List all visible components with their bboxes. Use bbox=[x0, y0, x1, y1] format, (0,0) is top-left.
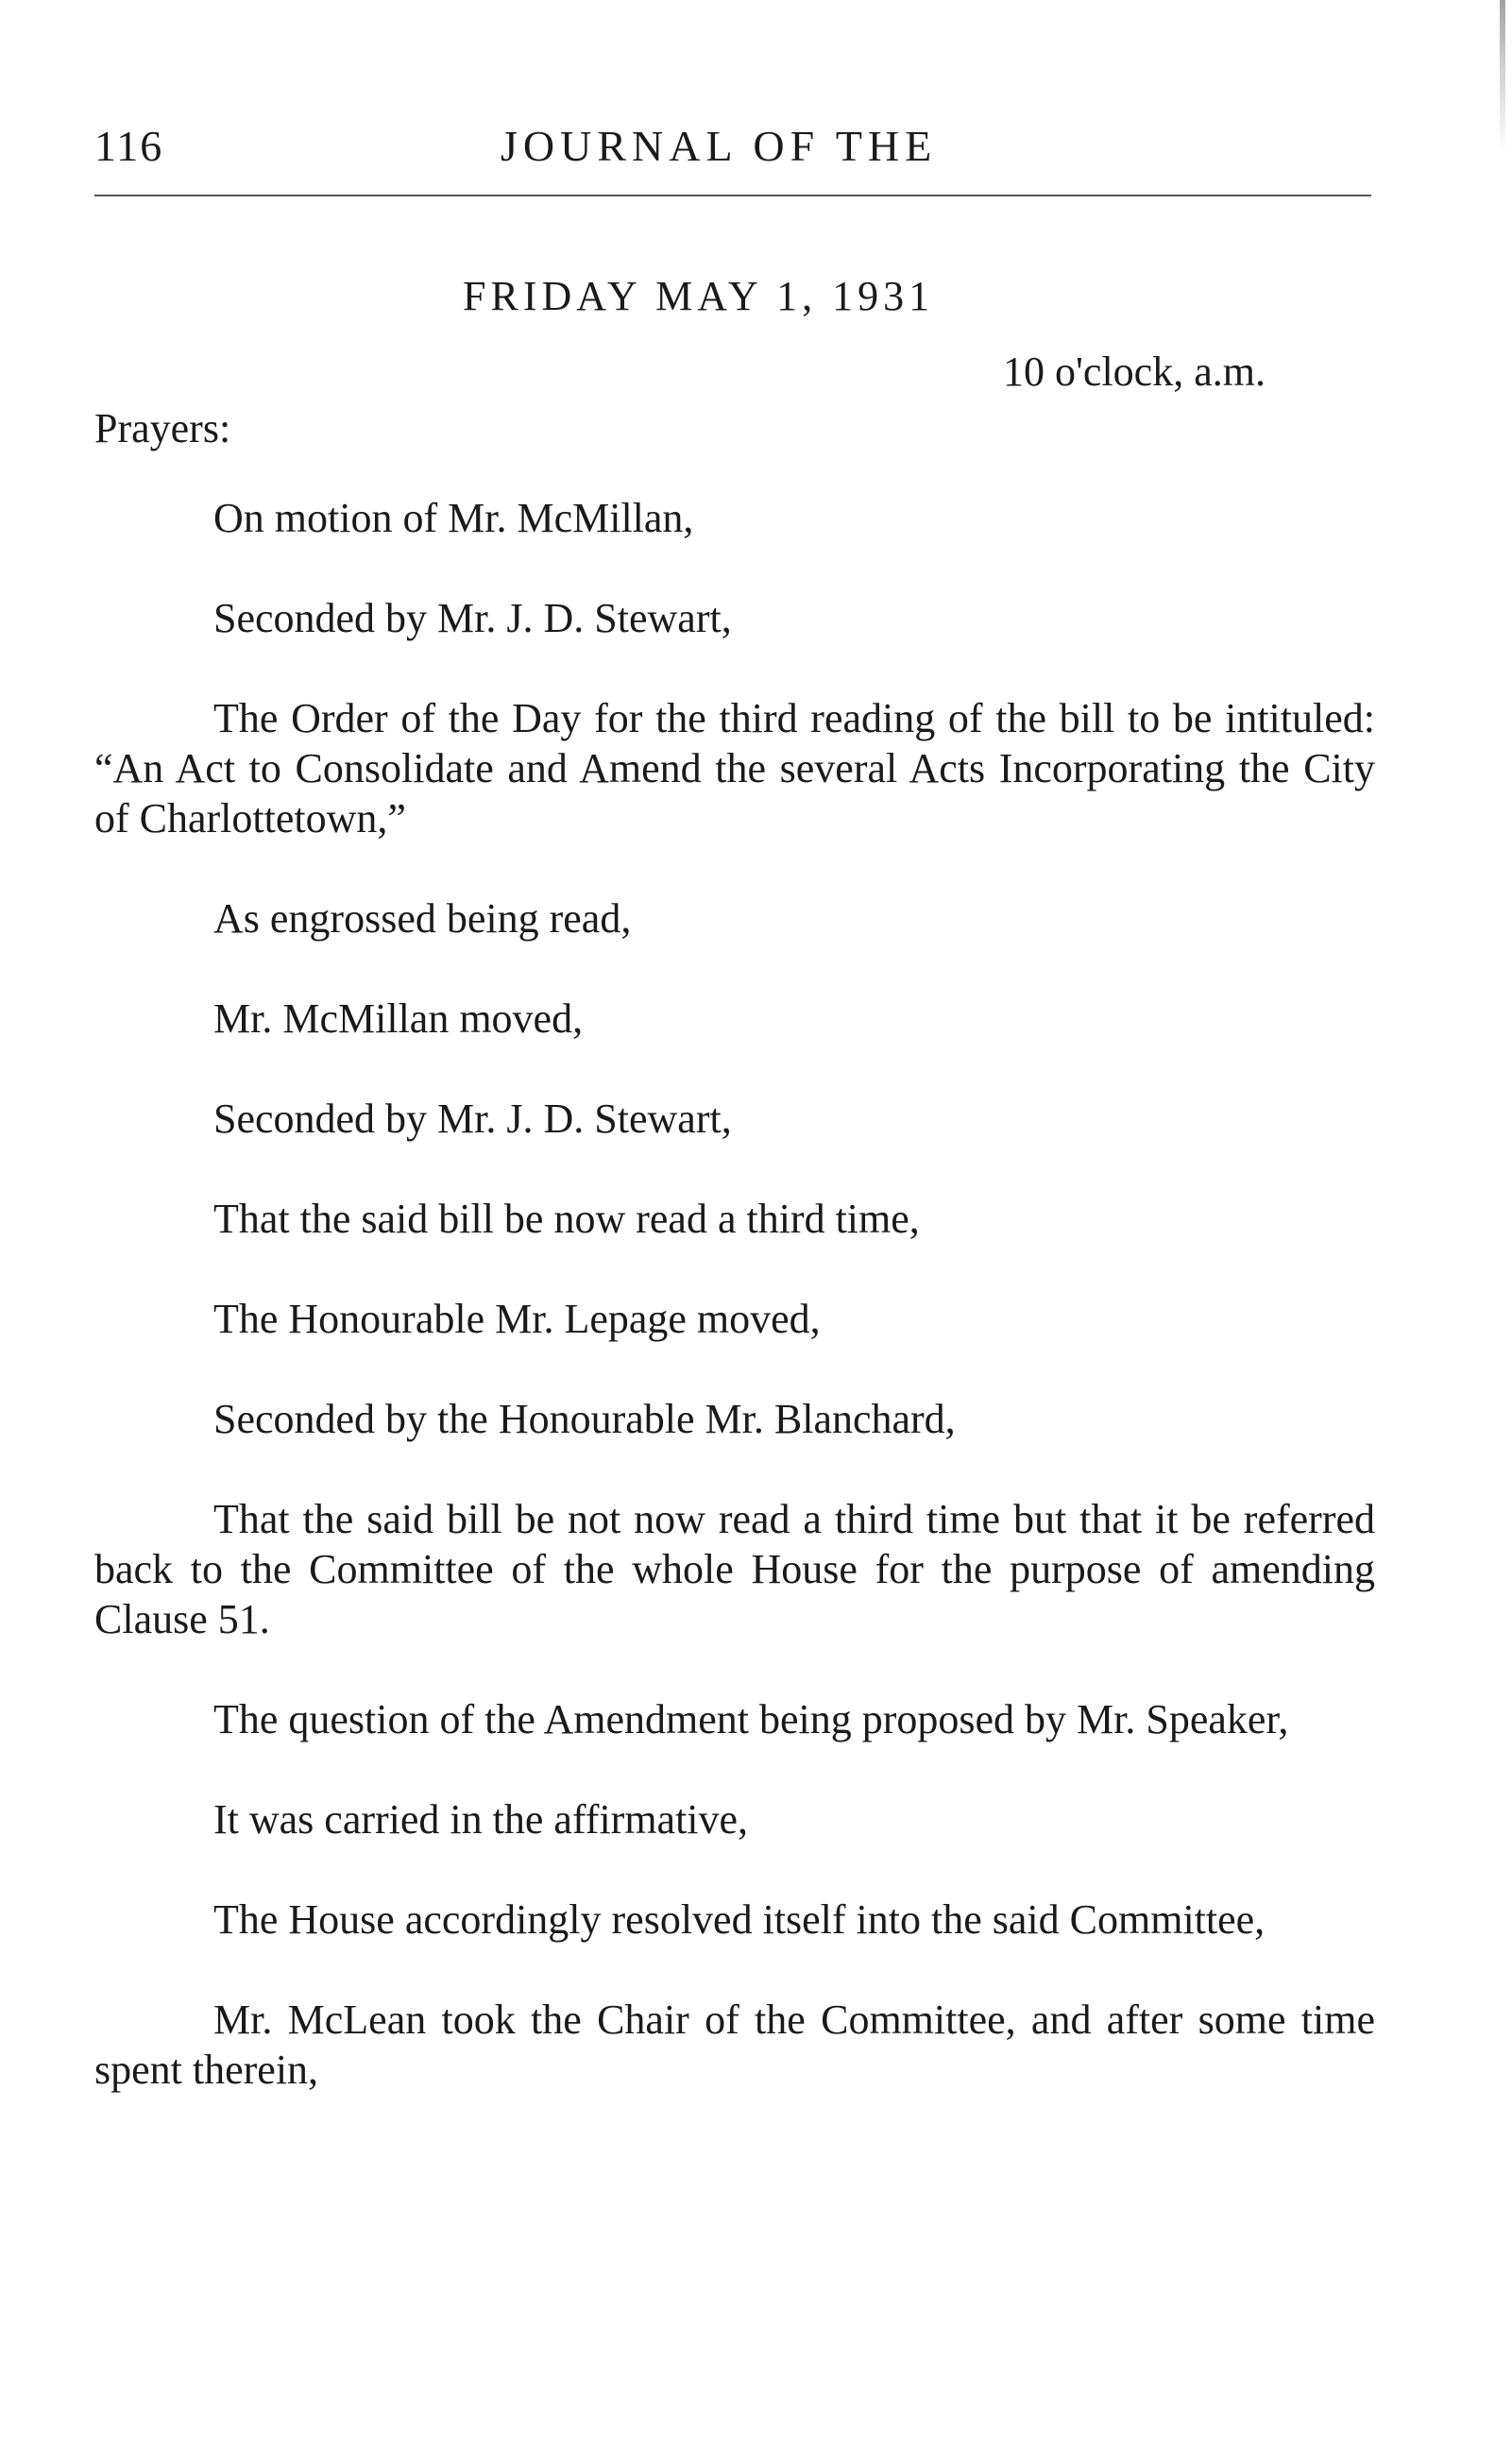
scan-edge-mark bbox=[1500, 0, 1505, 151]
prayers-label: Prayers: bbox=[94, 405, 231, 451]
paragraph: Seconded by Mr. J. D. Stewart, bbox=[213, 595, 732, 641]
sitting-time: 10 o'clock, a.m. bbox=[1003, 348, 1266, 395]
paragraph: Seconded by Mr. J. D. Stewart, bbox=[213, 1096, 732, 1142]
paragraph: The House accordingly resolved itself into the said Committee, bbox=[213, 1896, 1266, 1943]
paragraph: Mr. McMillan moved, bbox=[213, 995, 584, 1042]
sitting-date: FRIDAY MAY 1, 1931 bbox=[463, 273, 935, 319]
paragraph: The question of the Amendment being proposed by Mr. Speaker, bbox=[213, 1696, 1289, 1742]
running-head: JOURNAL OF THE bbox=[501, 122, 938, 170]
journal-body bbox=[94, 493, 1375, 2145]
page-number: 116 bbox=[94, 122, 164, 170]
header-rule bbox=[94, 195, 1371, 196]
paragraph: The Order of the Day for the third reading of the bill to be intituled: “An Act to Consolidate and Amend the several Acts Incorporating the City of Charlottetown,” bbox=[94, 695, 1375, 841]
paragraph: On motion of Mr. McMillan, bbox=[213, 495, 694, 541]
paragraph: Seconded by the Honourable Mr. Blanchard, bbox=[213, 1396, 956, 1442]
paragraph: The Honourable Mr. Lepage moved, bbox=[213, 1296, 821, 1342]
paragraph: It was carried in the affirmative, bbox=[213, 1796, 749, 1843]
paragraph: As engrossed being read, bbox=[213, 895, 632, 942]
page-header bbox=[94, 121, 1379, 187]
paragraph: That the said bill be not now read a third time but that it be referred back to the Committee of the whole House for the purpose of amending Clause 51. bbox=[94, 1496, 1375, 1642]
paragraph: Mr. McLean took the Chair of the Committee, and after some time spent therein, bbox=[94, 1997, 1375, 2093]
paragraph: That the said bill be now read a third time, bbox=[213, 1196, 920, 1242]
